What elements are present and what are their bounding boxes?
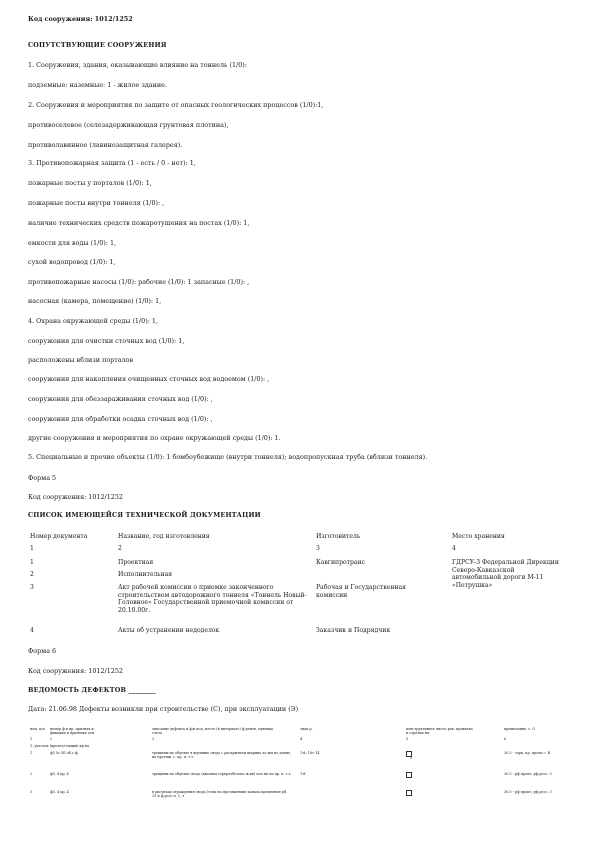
table-row-name: Акт рабочей комиссии о приемке законченного строительством автодорожного тоннеля «Тоннель Новый-Головное» Государственной приемочной комиссии от 20.10.00г. — [118, 584, 307, 614]
table-row-name: Исполнительная — [118, 571, 173, 578]
list-line: подземные: наземные: 1 - жилое здание. — [28, 81, 167, 89]
table-row-desc: в рисунках ограждения свода (точк на протяжении) канала кремлевые рб, 25 н ф.ресс.п. 1, т — [152, 790, 288, 799]
list-line: сооружения для очистки сточных вод (1/0): 1, — [28, 337, 185, 345]
list-line: 2. Сооружения и мероприятия по защите от опасных геологических процессов (1/0):1, — [28, 101, 324, 109]
column-header: описание дефекта и ф/н код, место (в интервале) ф.ренов, единица счета — [152, 727, 274, 736]
column-number: 2 — [50, 737, 53, 741]
column-header: знак р. — [300, 727, 313, 731]
table-row-note: 30,5 - рф произ. рф.ресс. 3 — [504, 772, 552, 776]
column-number: 3 — [316, 545, 320, 552]
form6-code-line: Код сооружения: 1012/1252 — [28, 667, 123, 675]
table-row-place: ГДРСУ-3 Федеральной Дирекции Северо-Кавказской автомобильной дороги М-11 «Петрушка» — [452, 559, 559, 589]
checkbox-icon — [406, 790, 412, 796]
list-line: сухой водопровод (1/0): 1, — [28, 258, 116, 266]
list-line: противопожарные насосы (1/0): рабочие (1/0): 1 запасные (1/0): , — [28, 278, 250, 286]
column-number: 1 — [30, 545, 34, 552]
list-line: противоселевое (селезадерживающая грунтовая плотина), — [28, 121, 229, 129]
form5-title: СПИСОК ИМЕЮЩЕЙСЯ ТЕХНИЧЕСКОЙ ДОКУМЕНТАЦИИ — [28, 511, 261, 519]
column-number: 4 — [300, 737, 303, 741]
table-row-num: 3 — [30, 790, 33, 794]
table-row-mark: 1-й, 18с-14 — [300, 751, 320, 755]
form5-code-line: Код сооружения: 1012/1252 — [28, 493, 123, 501]
table-row-desc: трещины на обделке в вершине свода с раскрытием ширина до мм по длине, на протяж. с. пр. п. т.т. — [152, 751, 292, 760]
table-row-ref: 5 — [410, 756, 413, 760]
column-number: 6 — [504, 737, 507, 741]
column-number: 5 — [406, 737, 409, 741]
column-header: Изготовитель — [316, 533, 361, 540]
column-header: конструктивное число рек. привязка и отрезки на- — [406, 727, 473, 736]
list-line: 4. Охрана окружающей среды (1/0): 1, — [28, 317, 158, 325]
form5-label: Форма 5 — [28, 474, 57, 482]
table-row-code: ф5, 4 кр, 4 — [50, 772, 69, 776]
table-row-maker: Рабочая и Государственная комиссии — [316, 584, 406, 599]
table-row-num: 2 — [30, 571, 34, 578]
column-number: 2 — [118, 545, 122, 552]
table-row-maker: Кавгипротранс — [316, 559, 366, 566]
code-line: Код сооружения: 1012/1252 — [28, 15, 133, 23]
form6-title: ВЕДОМОСТЬ ДЕФЕКТОВ ________ — [28, 686, 156, 694]
column-header: ном. п/п — [30, 727, 45, 731]
documents-table — [30, 533, 570, 643]
column-header: примечание, с. О — [504, 727, 536, 731]
table-row-desc: трещины на обделке свода (высыпы торкретбетона ж.вн) пол пк на пр. п. т.т. — [152, 772, 292, 776]
table-row-num: 1 — [30, 559, 34, 566]
list-line: 3. Противопожарная защита (1 - есть / 0 - нет): 1, — [28, 159, 196, 167]
list-line: расположены вблизи порталов — [28, 356, 134, 364]
list-line: сооружения для накопления очищенных сточных вод водоемом (1/0): , — [28, 375, 270, 383]
table-row-note: 30,5 - зорк, пр. проек с. В — [504, 751, 550, 755]
table-row-num: 4 — [30, 627, 34, 634]
list-line: сооружения для обеззараживания сточных вод (1/0): , — [28, 395, 213, 403]
defects-table — [30, 727, 570, 807]
table-row-maker: Заказчик и Подрядчик — [316, 627, 391, 634]
list-line: сооружения для обработки осадка сточных вод (1/0): , — [28, 415, 213, 423]
table-row-code: ф5, 4 кр, 4 — [50, 790, 69, 794]
table-row-name: Проектная — [118, 559, 154, 566]
section-title: СОПУТСТВУЮЩИЕ СООРУЖЕНИЯ — [28, 41, 167, 49]
list-line: наличие технических средств пожаротушения на постах (1/0): 1, — [28, 219, 250, 227]
table-row-num: 1 — [30, 751, 33, 755]
list-line: 1. Сооружения, здания, оказывающие влияние на тоннель (1/0): — [28, 61, 247, 69]
form6-label: Форма 6 — [28, 647, 57, 655]
table-row-mark: 1-й — [300, 772, 306, 776]
table-row-name: Акты об устранении недоделок — [118, 627, 220, 634]
column-header: Название, год изготовления — [118, 533, 210, 540]
table-row-note: 30,5 - рф произ. рф.ресс. 3 — [504, 790, 552, 794]
list-line: емкости для воды (1/0): 1, — [28, 239, 117, 247]
list-line: другие сооружения и мероприятия по охране окружающей среды (1/0): 1. — [28, 434, 281, 442]
list-line: пожарные посты у порталов (1/0): 1, — [28, 179, 152, 187]
column-number: 1 — [30, 737, 33, 741]
column-header: Номер документа — [30, 533, 88, 540]
form6-date-line: Дата: 21.06.98 Дефекты возникли при строительстве (С), при эксплуатации (Э) — [28, 705, 299, 713]
list-line: противолавинное (лавинозащитная галерея). — [28, 141, 183, 149]
list-line: пожарные посты внутри тоннеля (1/0): , — [28, 199, 165, 207]
column-header: Место хранения — [452, 533, 505, 540]
section-label: 1. участок (пролет/секция) кр-ка — [30, 744, 90, 748]
table-row-num: 2 — [30, 772, 33, 776]
column-number: 3 — [152, 737, 155, 741]
table-row-code: ф5 5с 5Б об.с.ф. — [50, 751, 79, 755]
checkbox-icon — [406, 772, 412, 778]
table-row-num: 3 — [30, 584, 34, 591]
column-header: номер ф.в пр. признак к-фикации в признаке отн. — [50, 727, 96, 736]
column-number: 4 — [452, 545, 456, 552]
list-line: насосная (камера, помещение) (1/0): 1, — [28, 297, 162, 305]
list-line: 5. Специальные и прочие объекты (1/0): 1 бомбоубежище (внутри тоннеля); водопропускная труба (вблизи тоннеля). — [28, 453, 428, 461]
